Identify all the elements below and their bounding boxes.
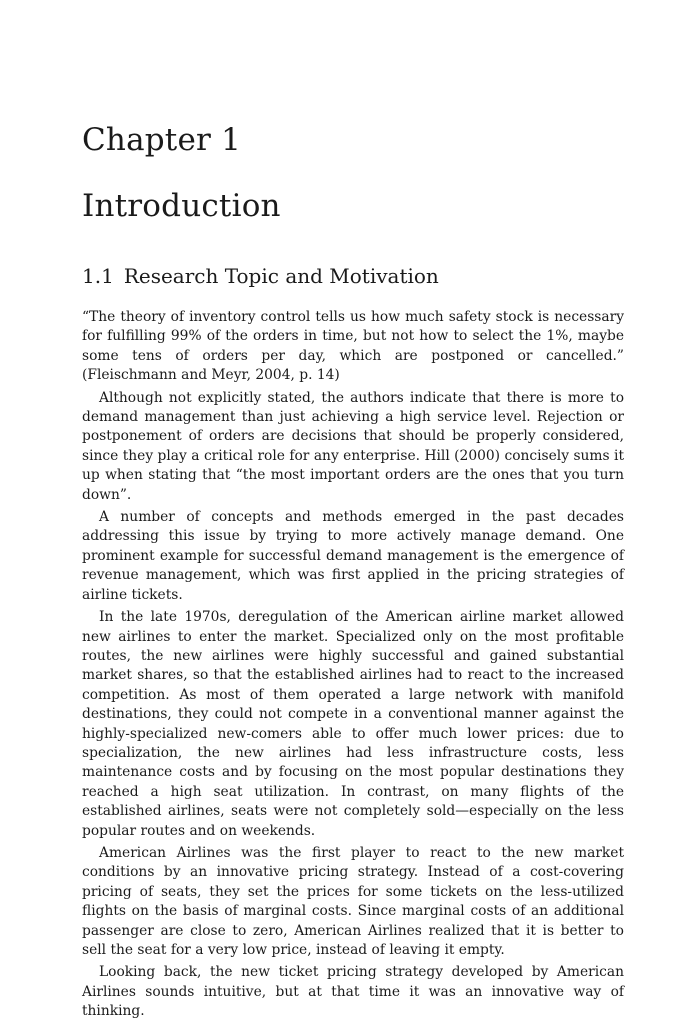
- chapter-title: Introduction: [82, 188, 281, 224]
- paragraph: American Airlines was the first player to react to the new market conditions by an innovative pricing strategy. Instead of a cost-covering pricing of seats, they set the prices for some tickets on the less-utilized flights on the basis of marginal costs. Since marginal costs of an additional passenger are close to zero, American Airlines realized that it is better to sell the seat for a very low price, instead of leaving it empty.: [82, 844, 624, 958]
- paragraph: Although not explicitly stated, the authors indicate that there is more to demand management than just achieving a high service level. Rejection or postponement of orders are decisions that should be properly considered, since they play a critical role for any enterprise. Hill (2000) concisely sums it up when stating that “the most important orders are the ones that you turn down”.: [82, 389, 624, 503]
- paragraph: Looking back, the new ticket pricing strategy developed by American Airlines sounds intuitive, but at that time it was an innovative way of thinking.: [82, 964, 624, 1020]
- paragraph-quote: “The theory of inventory control tells us how much safety stock is necessary for fulfilling 99% of the orders in time, but not how to select the 1%, maybe some tens of orders per day, which are postponed or cancelled.” (Fleischmann and Meyr, 2004, p. 14): [82, 309, 624, 384]
- section-title: Research Topic and Motivation: [123, 264, 439, 288]
- body-text: [82, 308, 624, 1025]
- paragraph: A number of concepts and methods emerged in the past decades addressing this issue by trying to more actively manage demand. One prominent example for successful demand management is the emergence of revenue management, which was first applied in the pricing strategies of airline tickets.: [82, 509, 624, 603]
- section-heading: [82, 262, 439, 290]
- chapter-label: Chapter 1: [82, 122, 242, 158]
- section-number: 1.1: [82, 264, 114, 288]
- paragraph: In the late 1970s, deregulation of the American airline market allowed new airlines to enter the market. Specialized only on the most profitable routes, the new airlines were highly successful and gained substantial market shares, so that the established airlines had to react to the increased competition. As most of them operated a large network with manifold destinations, they could not compete in a conventional manner against the highly-specialized new-comers able to offer much lower prices: due to specialization, the new airlines had less infrastructure costs, less maintenance costs and by focusing on the most popular destinations they reached a high seat utilization. In contrast, on many flights of the established airlines, seats were not completely sold—especially on the less popular routes and on weekends.: [82, 609, 624, 839]
